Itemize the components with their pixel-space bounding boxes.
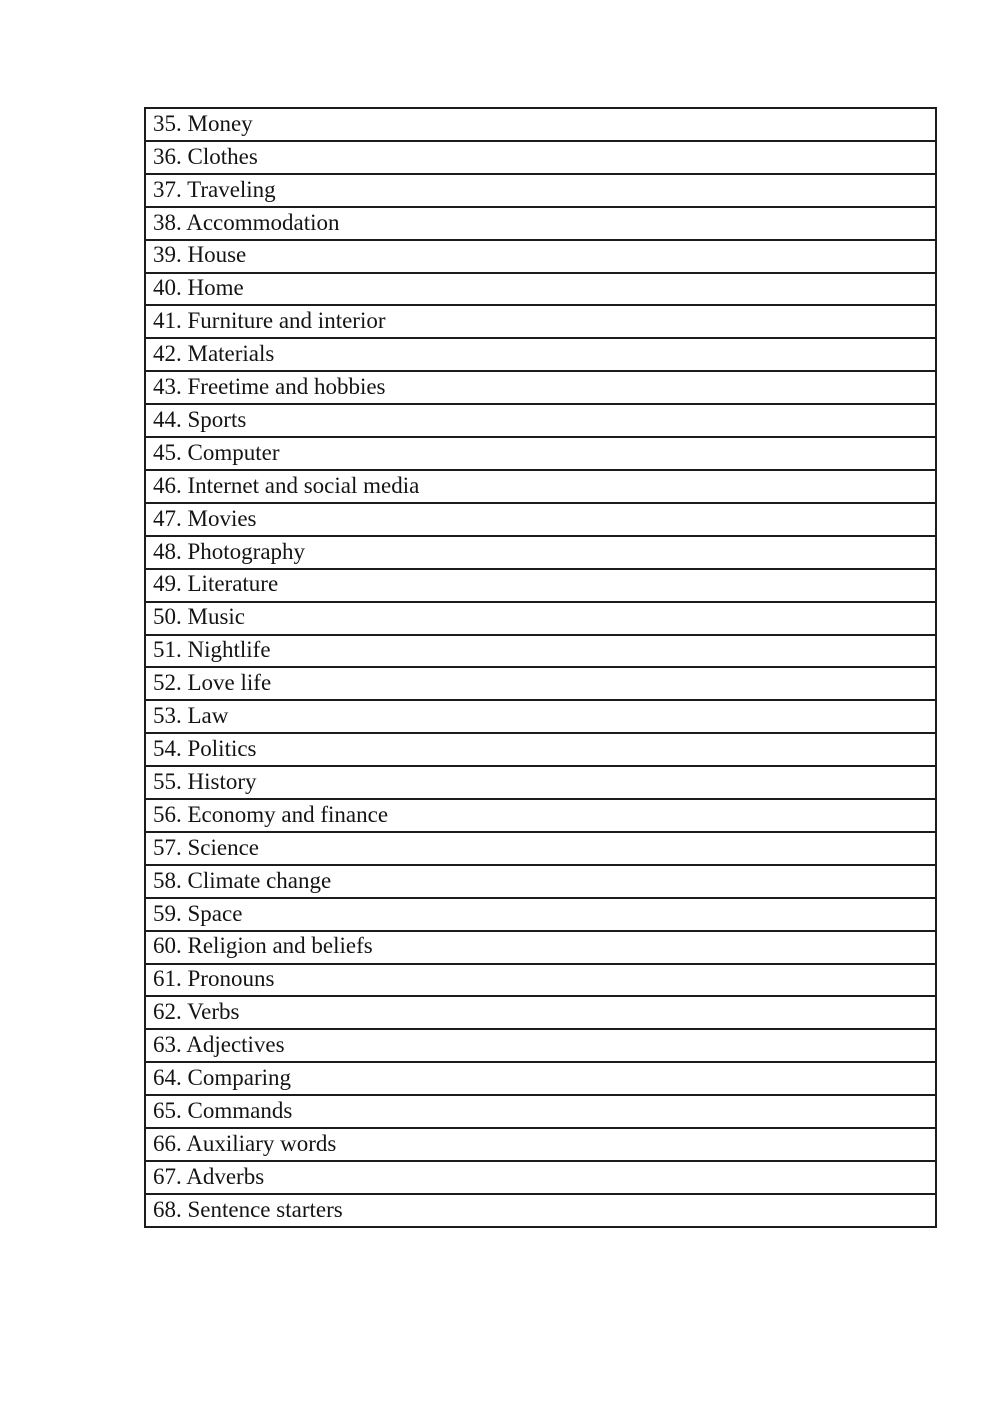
table-row: [145, 964, 936, 997]
topic-cell: 65. Commands: [145, 1095, 936, 1128]
topic-cell: 66. Auxiliary words: [145, 1128, 936, 1161]
topic-cell: 53. Law: [145, 700, 936, 733]
topic-cell: 35. Money: [145, 108, 936, 141]
table-row: [145, 996, 936, 1029]
topic-cell: 68. Sentence starters: [145, 1194, 936, 1227]
contents-table: [144, 107, 937, 1228]
topic-cell: 50. Music: [145, 602, 936, 635]
table-row: [145, 470, 936, 503]
table-row: [145, 1095, 936, 1128]
table-row: [145, 108, 936, 141]
topic-cell: 44. Sports: [145, 404, 936, 437]
topic-cell: 67. Adverbs: [145, 1161, 936, 1194]
topic-cell: 54. Politics: [145, 733, 936, 766]
table-row: [145, 1062, 936, 1095]
table-row: [145, 799, 936, 832]
topic-cell: 58. Climate change: [145, 865, 936, 898]
table-row: [145, 733, 936, 766]
topic-cell: 48. Photography: [145, 536, 936, 569]
contents-table-body: [145, 108, 936, 1227]
table-row: [145, 898, 936, 931]
table-row: [145, 536, 936, 569]
topic-cell: 49. Literature: [145, 569, 936, 602]
table-row: [145, 141, 936, 174]
table-row: [145, 207, 936, 240]
topic-cell: 55. History: [145, 766, 936, 799]
topic-cell: 42. Materials: [145, 338, 936, 371]
table-row: [145, 305, 936, 338]
topic-cell: 38. Accommodation: [145, 207, 936, 240]
table-row: [145, 865, 936, 898]
topic-cell: 46. Internet and social media: [145, 470, 936, 503]
table-row: [145, 931, 936, 964]
table-row: [145, 1161, 936, 1194]
topic-cell: 40. Home: [145, 273, 936, 306]
topic-cell: 64. Comparing: [145, 1062, 936, 1095]
topic-cell: 51. Nightlife: [145, 635, 936, 668]
table-row: [145, 371, 936, 404]
table-row: [145, 273, 936, 306]
topic-cell: 43. Freetime and hobbies: [145, 371, 936, 404]
topic-cell: 60. Religion and beliefs: [145, 931, 936, 964]
topic-cell: 63. Adjectives: [145, 1029, 936, 1062]
table-row: [145, 635, 936, 668]
table-row: [145, 667, 936, 700]
table-row: [145, 832, 936, 865]
topic-cell: 52. Love life: [145, 667, 936, 700]
table-row: [145, 437, 936, 470]
table-row: [145, 174, 936, 207]
topic-cell: 41. Furniture and interior: [145, 305, 936, 338]
topic-cell: 39. House: [145, 240, 936, 273]
topic-cell: 59. Space: [145, 898, 936, 931]
topic-cell: 61. Pronouns: [145, 964, 936, 997]
table-row: [145, 338, 936, 371]
topic-cell: 56. Economy and finance: [145, 799, 936, 832]
topic-cell: 47. Movies: [145, 503, 936, 536]
topic-cell: 37. Traveling: [145, 174, 936, 207]
topic-cell: 45. Computer: [145, 437, 936, 470]
topic-cell: 57. Science: [145, 832, 936, 865]
table-row: [145, 240, 936, 273]
table-row: [145, 1194, 936, 1227]
table-row: [145, 1029, 936, 1062]
table-row: [145, 766, 936, 799]
topic-cell: 36. Clothes: [145, 141, 936, 174]
table-row: [145, 503, 936, 536]
table-row: [145, 404, 936, 437]
table-row: [145, 700, 936, 733]
table-row: [145, 602, 936, 635]
table-row: [145, 1128, 936, 1161]
topic-cell: 62. Verbs: [145, 996, 936, 1029]
table-row: [145, 569, 936, 602]
